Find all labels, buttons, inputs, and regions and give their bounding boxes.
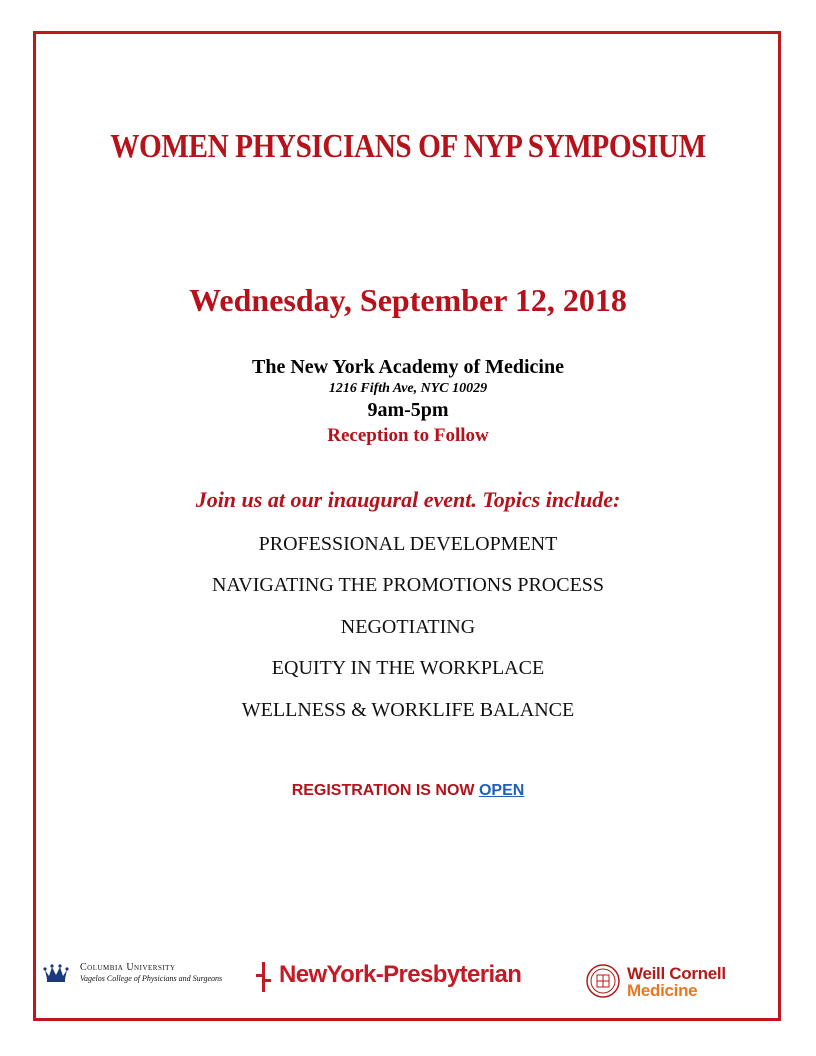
- weill-medicine-name: Medicine: [627, 981, 698, 1000]
- registration-line: [0, 782, 816, 800]
- event-venue: The New York Academy of Medicine: [252, 356, 564, 378]
- columbia-logo: [43, 962, 243, 984]
- weill-cornell-name: Weill Cornell: [627, 964, 726, 983]
- page-border: [33, 31, 781, 1021]
- nyp-name: NewYork-Presbyterian: [279, 961, 522, 988]
- weill-cornell-logo: [586, 962, 756, 1002]
- crown-icon: [43, 964, 69, 982]
- event-reception: Reception to Follow: [327, 425, 489, 446]
- columbia-subtitle: Vagelos College of Physicians and Surgeons: [80, 974, 223, 983]
- topic-item: WELLNESS & WORKLIFE BALANCE: [241, 699, 575, 721]
- topic-item: PROFESSIONAL DEVELOPMENT: [258, 533, 558, 555]
- cornell-seal-icon: [586, 964, 620, 998]
- topic-item: NEGOTIATING: [340, 616, 476, 638]
- event-time: 9am-5pm: [367, 399, 449, 421]
- nyp-logo: [255, 960, 555, 994]
- topics-intro: Join us at our inaugural event. Topics include:: [195, 487, 621, 512]
- event-date: Wednesday, September 12, 2018: [189, 282, 627, 318]
- columbia-name: Columbia University: [80, 962, 176, 973]
- nyp-mark-icon: [255, 960, 273, 994]
- topic-item: NAVIGATING THE PROMOTIONS PROCESS: [211, 574, 605, 596]
- event-address: 1216 Fifth Ave, NYC 10029: [328, 381, 488, 396]
- event-title: WOMEN PHYSICIANS OF NYP SYMPOSIUM: [110, 128, 706, 165]
- registration-text: REGISTRATION IS NOW: [291, 782, 479, 799]
- registration-open-link[interactable]: OPEN: [478, 782, 525, 799]
- topic-item: EQUITY IN THE WORKPLACE: [271, 657, 545, 679]
